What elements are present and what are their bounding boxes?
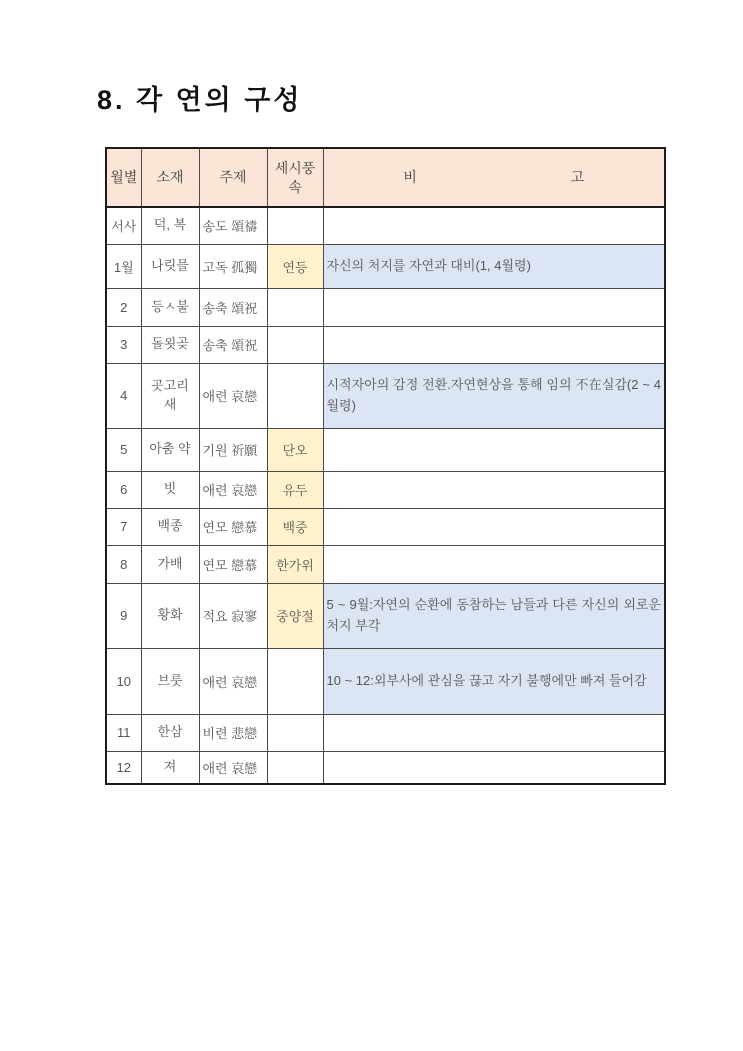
- header-material: 소재: [141, 148, 199, 207]
- cell-material: 황화: [141, 583, 199, 648]
- cell-seasonal-custom: 중양절: [267, 583, 323, 648]
- cell-material: 브룻: [141, 648, 199, 714]
- cell-seasonal-custom: [267, 751, 323, 784]
- cell-material: 가배: [141, 545, 199, 583]
- cell-month: 10: [106, 648, 141, 714]
- table-row-month-6: [106, 471, 665, 508]
- cell-seasonal-custom: [267, 363, 323, 428]
- cell-note: [323, 428, 665, 471]
- table-row-month-10: [106, 648, 665, 714]
- table-row-month-5: [106, 428, 665, 471]
- cell-month: 6: [106, 471, 141, 508]
- cell-theme: 연모 戀慕: [199, 545, 267, 583]
- cell-seasonal-custom: [267, 714, 323, 751]
- cell-month: 8: [106, 545, 141, 583]
- header-note-left: 비: [403, 169, 417, 186]
- cell-theme: 애련 哀戀: [199, 471, 267, 508]
- cell-seasonal-custom: 한가위: [267, 545, 323, 583]
- cell-theme: 송축 頌祝: [199, 326, 267, 363]
- table-row-month-8: [106, 545, 665, 583]
- cell-seasonal-custom: 단오: [267, 428, 323, 471]
- cell-note: [323, 545, 665, 583]
- cell-theme: 기원 祈願: [199, 428, 267, 471]
- header-note: [323, 148, 665, 207]
- table-row-month-1: [106, 244, 665, 288]
- cell-month: 12: [106, 751, 141, 784]
- header-theme: 주제: [199, 148, 267, 207]
- cell-month: 4: [106, 363, 141, 428]
- cell-note: [323, 326, 665, 363]
- cell-seasonal-custom: [267, 648, 323, 714]
- table-row-month-3: [106, 326, 665, 363]
- cell-month: 3: [106, 326, 141, 363]
- cell-seasonal-custom: 백중: [267, 508, 323, 545]
- table-row-seosa: [106, 207, 665, 244]
- cell-note: 10 ~ 12:외부사에 관심을 끊고 자기 불행에만 빠져 들어감: [323, 648, 665, 714]
- cell-theme: 연모 戀慕: [199, 508, 267, 545]
- table-header: [106, 148, 665, 207]
- cell-month: 5: [106, 428, 141, 471]
- cell-material: 빗: [141, 471, 199, 508]
- cell-material: 등ㅅ불: [141, 288, 199, 326]
- header-seasonal-custom: 세시풍속: [267, 148, 323, 207]
- table-row-month-7: [106, 508, 665, 545]
- cell-note: [323, 714, 665, 751]
- cell-material: 져: [141, 751, 199, 784]
- cell-seasonal-custom: [267, 326, 323, 363]
- cell-theme: 송도 頌禱: [199, 207, 267, 244]
- cell-month: 서사: [106, 207, 141, 244]
- page-title: 8. 각 연의 구성: [97, 85, 303, 115]
- cell-material: 한삼: [141, 714, 199, 751]
- cell-month: 1월: [106, 244, 141, 288]
- table-row-month-12: [106, 751, 665, 784]
- cell-seasonal-custom: [267, 207, 323, 244]
- stanza-composition-table: [105, 147, 666, 785]
- cell-month: 11: [106, 714, 141, 751]
- cell-material: 덕, 복: [141, 207, 199, 244]
- table-row-month-9: [106, 583, 665, 648]
- table-row-month-4: [106, 363, 665, 428]
- cell-theme: 송축 頌祝: [199, 288, 267, 326]
- cell-theme: 애련 哀戀: [199, 751, 267, 784]
- cell-theme: 애련 哀戀: [199, 363, 267, 428]
- cell-month: 7: [106, 508, 141, 545]
- table-body: [106, 207, 665, 784]
- cell-note: 5 ~ 9월:자연의 순환에 동참하는 남들과 다른 자신의 외로운 처지 부각: [323, 583, 665, 648]
- cell-note: [323, 508, 665, 545]
- cell-month: 9: [106, 583, 141, 648]
- cell-seasonal-custom: 유두: [267, 471, 323, 508]
- cell-seasonal-custom: 연등: [267, 244, 323, 288]
- table-row-month-11: [106, 714, 665, 751]
- cell-material: 나릿믈: [141, 244, 199, 288]
- cell-theme: 애련 哀戀: [199, 648, 267, 714]
- cell-note: [323, 471, 665, 508]
- table-row-month-2: [106, 288, 665, 326]
- header-row: [106, 148, 665, 207]
- cell-note: [323, 288, 665, 326]
- cell-seasonal-custom: [267, 288, 323, 326]
- cell-note: [323, 751, 665, 784]
- cell-note: 시적자아의 감정 전환.자연현상을 통해 임의 不在실감(2 ~ 4월령): [323, 363, 665, 428]
- cell-note: 자신의 처지를 자연과 대비(1, 4월령): [323, 244, 665, 288]
- cell-theme: 고독 孤獨: [199, 244, 267, 288]
- cell-material: 백종: [141, 508, 199, 545]
- cell-theme: 비련 悲戀: [199, 714, 267, 751]
- cell-material: 곳고리 새: [141, 363, 199, 428]
- cell-theme: 적요 寂寥: [199, 583, 267, 648]
- cell-material: 아춤 약: [141, 428, 199, 471]
- cell-note: [323, 207, 665, 244]
- cell-material: 돌욋곶: [141, 326, 199, 363]
- header-note-right: 고: [570, 169, 585, 186]
- cell-month: 2: [106, 288, 141, 326]
- header-month: 월별: [106, 148, 141, 207]
